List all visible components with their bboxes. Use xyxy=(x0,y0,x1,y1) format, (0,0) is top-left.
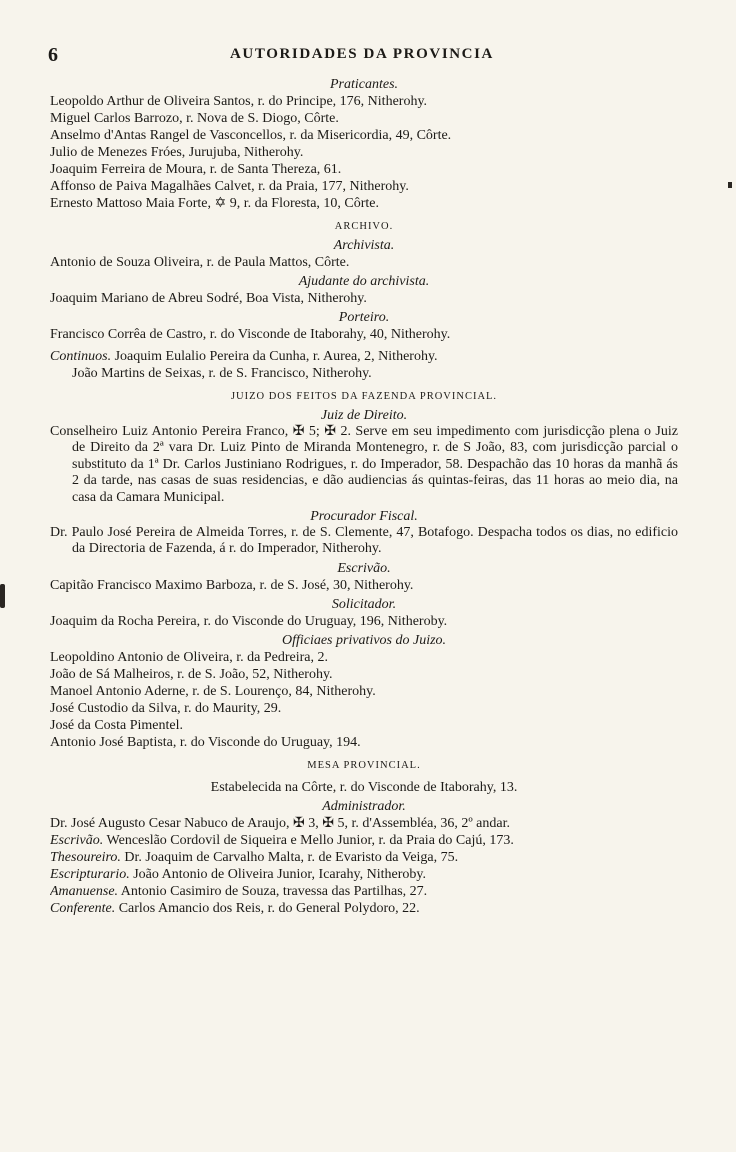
list-item: Julio de Menezes Fróes, Jurujuba, Nitherohy. xyxy=(50,145,304,160)
list-item: Antonio de Souza Oliveira, r. de Paula Mattos, Côrte. xyxy=(50,255,350,270)
list-item: João Martins de Seixas, r. de S. Francisco, Nitherohy. xyxy=(72,366,372,381)
list-item: Antonio José Baptista, r. do Visconde do Uruguay, 194. xyxy=(50,734,361,750)
list-item: Francisco Corrêa de Castro, r. do Visconde de Itaborahy, 40, Nitherohy. xyxy=(50,327,451,342)
heading-procurador: Procurador Fiscal. xyxy=(310,509,418,525)
list-item: José Custodio da Silva, r. do Maurity, 29. xyxy=(50,700,282,716)
list-item-continuos xyxy=(50,348,678,365)
heading-escrivao: Escrivão. xyxy=(337,560,391,576)
list-item: Miguel Carlos Barrozo, r. Nova de S. Diogo, Côrte. xyxy=(50,111,339,126)
list-item: Dr. José Augusto Cesar Nabuco de Araujo, ✠ 3, ✠ 5, r. d'Assembléa, 36, 2º andar. xyxy=(50,815,510,831)
list-item xyxy=(50,883,678,900)
section-archivo: ARCHIVO. xyxy=(334,221,394,232)
role-entry: Wenceslão Cordovil de Siqueira e Mello Junior, r. da Praia do Cajú, 173. xyxy=(106,832,514,848)
role-label: Escrivão. xyxy=(50,832,104,848)
list-item: Leopoldino Antonio de Oliveira, r. da Pedreira, 2. xyxy=(50,649,328,665)
heading-porteiro: Porteiro. xyxy=(338,310,390,325)
continuos-entry-1: Joaquim Eulalio Pereira da Cunha, r. Aurea, 2, Nitherohy. xyxy=(114,349,438,364)
juiz-paragraph: Conselheiro Luiz Antonio Pereira Franco, ✠ 5; ✠ 2. Serve em seu impedimento com jurisdicção plena o Juiz de Direito da 2ª vara Dr. Luiz Pinto de Miranda Montenegro, r. de S João, 83, com jurisdicção parcial o substituto da 1ª Dr. Carlos Justiniano Rodrigues, r. do Imperador, 58. Despachão das 10 horas da manhã ás 2 da tarde, nas casas de suas residencias, e dão audiencias ás quintas-feiras, das 11 horas ao meio dia, na casa da Camara Municipal. xyxy=(50,424,678,505)
list-item: Joaquim Mariano de Abreu Sodré, Boa Vista, Nitherohy. xyxy=(50,291,367,306)
continuos-label: Continuos. xyxy=(50,349,112,364)
page-header xyxy=(48,44,676,66)
list-item xyxy=(50,900,678,917)
role-label: Conferente. xyxy=(50,900,116,916)
list-item: Anselmo d'Antas Rangel de Vasconcellos, r. da Misericordia, 49, Côrte. xyxy=(50,128,452,143)
page-number: 6 xyxy=(48,44,58,66)
list-item: José da Costa Pimentel. xyxy=(50,717,183,733)
role-entry: João Antonio de Oliveira Junior, Icarahy, Nitheroby. xyxy=(133,866,426,882)
heading-juiz: Juiz de Direito. xyxy=(320,408,408,423)
role-entry: Dr. Joaquim de Carvalho Malta, r. de Evaristo da Veiga, 75. xyxy=(124,849,459,865)
list-item: Capitão Francisco Maximo Barboza, r. de S. José, 30, Nitherohy. xyxy=(50,577,414,593)
list-item: Ernesto Mattoso Maia Forte, ✡ 9, r. da Floresta, 10, Côrte. xyxy=(50,196,380,211)
role-label: Thesoureiro. xyxy=(50,849,121,865)
list-item: Joaquim da Rocha Pereira, r. do Visconde do Uruguay, 196, Nitheroby. xyxy=(50,613,448,629)
list-item: Joaquim Ferreira de Moura, r. de Santa Thereza, 61. xyxy=(50,162,342,177)
procurador-paragraph: Dr. Paulo José Pereira de Almeida Torres, r. de S. Clemente, 47, Botafogo. Despacha todos os dias, no edificio da Directoria de Fazenda, á r. do Imperador, Nitherohy. xyxy=(50,525,678,557)
list-item xyxy=(50,849,678,866)
list-item xyxy=(50,866,678,883)
heading-officiaes: Officiaes privativos do Juizo. xyxy=(281,632,447,648)
list-item: Leopoldo Arthur de Oliveira Santos, r. do Principe, 176, Nitherohy. xyxy=(50,94,428,109)
role-label: Escripturario. xyxy=(50,866,130,882)
list-item: Affonso de Paiva Magalhães Calvet, r. da Praia, 177, Nitherohy. xyxy=(50,179,409,194)
binding-edge-mark xyxy=(0,584,5,608)
page-title: AUTORIDADES DA PROVINCIA xyxy=(230,46,494,62)
role-entry: Carlos Amancio dos Reis, r. do General Polydoro, 22. xyxy=(118,900,420,916)
page-body xyxy=(50,74,678,917)
heading-administrador: Administrador. xyxy=(322,798,406,814)
role-entry: Antonio Casimiro de Souza, travessa das Partilhas, 27. xyxy=(120,883,428,899)
mesa-location: Estabelecida na Côrte, r. do Visconde de Itaborahy, 13. xyxy=(210,779,518,795)
section-juizo: JUIZO DOS FEITOS DA FAZENDA PROVINCIAL. xyxy=(230,391,498,402)
heading-archivista: Archivista. xyxy=(333,238,395,253)
heading-ajudante: Ajudante do archivista. xyxy=(298,274,430,289)
heading-solicitador: Solicitador. xyxy=(331,596,397,612)
section-mesa: MESA PROVINCIAL. xyxy=(307,759,421,771)
list-item xyxy=(50,832,678,849)
margin-dot-right xyxy=(728,182,732,188)
role-label: Amanuense. xyxy=(50,883,119,899)
list-item: João de Sá Malheiros, r. de S. João, 52, Nitherohy. xyxy=(50,666,333,682)
heading-praticantes: Praticantes. xyxy=(329,77,399,92)
list-item: Manoel Antonio Aderne, r. de S. Lourenço, 84, Nitherohy. xyxy=(50,683,376,699)
